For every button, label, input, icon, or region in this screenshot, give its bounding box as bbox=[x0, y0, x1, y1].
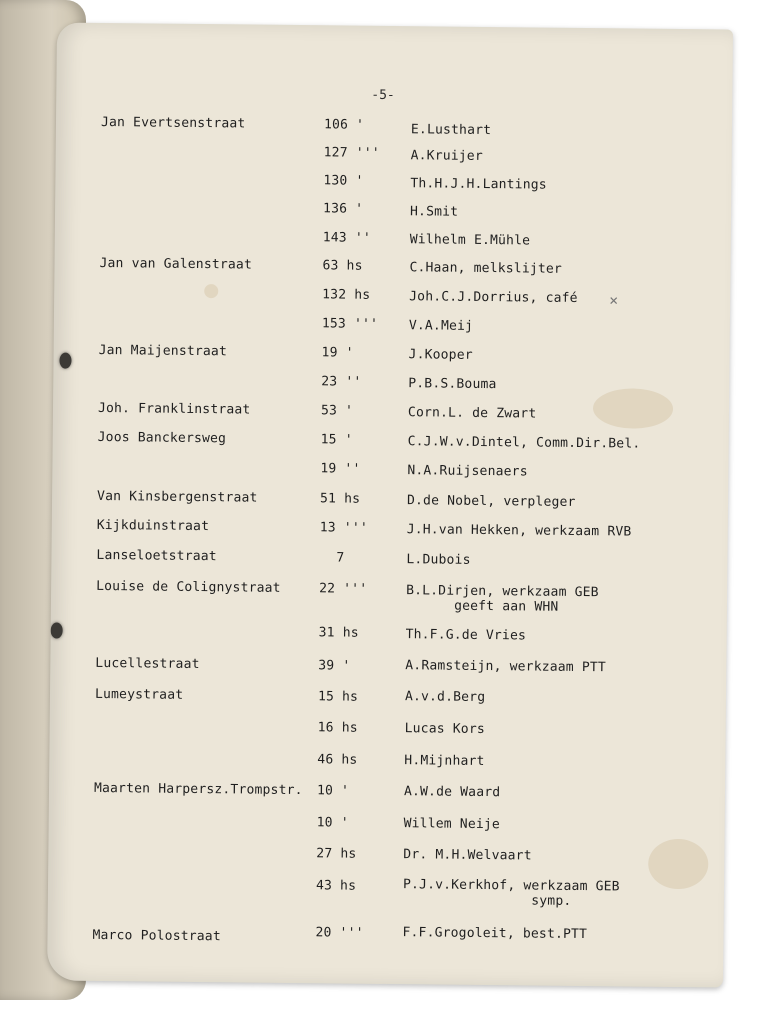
house-number: 39 ' bbox=[318, 658, 351, 674]
house-number: 132 hs bbox=[322, 287, 371, 303]
street-name: Lumeystraat bbox=[94, 686, 184, 703]
resident-name: H.Mijnhart bbox=[404, 753, 485, 770]
resident-name: Th.F.G.de Vries bbox=[405, 627, 527, 644]
resident-name: Willem Neije bbox=[403, 816, 501, 833]
street-name: Jan van Galenstraat bbox=[99, 255, 253, 273]
house-number: 46 hs bbox=[317, 752, 358, 768]
resident-name: P.B.S.Bouma bbox=[408, 376, 497, 393]
street-name: Jan Maijenstraat bbox=[98, 342, 228, 360]
house-number: 27 hs bbox=[316, 846, 357, 862]
resident-name: L.Dubois bbox=[406, 552, 471, 568]
resident-name: Lucas Kors bbox=[404, 721, 486, 738]
house-number: 10 ' bbox=[316, 815, 349, 831]
street-name: Joh. Franklinstraat bbox=[97, 400, 251, 418]
resident-name: Th.H.J.H.Lantings bbox=[410, 176, 547, 193]
house-number: 143 '' bbox=[322, 230, 372, 246]
resident-name: A.Ramsteijn, werkzaam PTT bbox=[405, 658, 607, 676]
street-name: Louise de Colignystraat bbox=[96, 578, 281, 596]
binding-hole bbox=[59, 353, 71, 369]
street-name: Joos Banckersweg bbox=[97, 429, 227, 447]
resident-name: A.W.de Waard bbox=[403, 784, 501, 801]
resident-name: F.F.Grogoleit, best.PTT bbox=[402, 925, 588, 943]
house-number: 7 bbox=[336, 550, 345, 566]
house-number: 127 ''' bbox=[323, 145, 380, 161]
page-number: -5- bbox=[371, 87, 395, 104]
street-name: Van Kinsbergenstraat bbox=[96, 488, 258, 506]
street-name: Lanseloetstraat bbox=[96, 547, 217, 565]
house-number: 136 ' bbox=[323, 201, 364, 217]
resident-name: B.L.Dirjen, werkzaam GEB geeft aan WHN bbox=[405, 583, 599, 615]
resident-name: Dr. M.H.Welvaart bbox=[403, 847, 532, 864]
house-number: 153 ''' bbox=[321, 316, 379, 332]
resident-name: J.H.van Hekken, werkzaam RVB bbox=[406, 522, 632, 540]
house-number: 63 hs bbox=[322, 258, 363, 274]
resident-name: V.A.Meij bbox=[408, 318, 474, 334]
resident-name: C.Haan, melkslijter bbox=[409, 260, 563, 277]
house-number: 19 '' bbox=[320, 461, 361, 477]
house-number: 31 hs bbox=[318, 625, 359, 641]
house-number: 130 ' bbox=[323, 173, 364, 189]
stain bbox=[648, 839, 709, 890]
house-number: 10 ' bbox=[316, 783, 350, 799]
street-name: Marco Polostraat bbox=[92, 927, 221, 945]
resident-name: Wilhelm E.Mühle bbox=[409, 232, 531, 249]
house-number: 20 ''' bbox=[315, 925, 364, 941]
resident-name: Corn.L. de Zwart bbox=[407, 405, 537, 422]
house-number: 106 ' bbox=[323, 117, 365, 133]
house-number: 53 ' bbox=[320, 403, 354, 419]
house-number: 15 ' bbox=[320, 432, 353, 448]
stain bbox=[204, 284, 218, 298]
resident-name: C.J.W.v.Dintel, Comm.Dir.Bel. bbox=[407, 434, 641, 452]
resident-name: D.de Nobel, verpleger bbox=[406, 493, 576, 510]
street-name: Jan Evertsenstraat bbox=[100, 114, 246, 132]
resident-name: H.Smit bbox=[409, 204, 459, 220]
binding-hole bbox=[51, 622, 63, 638]
house-number: 16 hs bbox=[317, 720, 358, 736]
house-number: 22 ''' bbox=[319, 581, 368, 597]
document-page bbox=[47, 22, 733, 987]
stain bbox=[593, 388, 673, 429]
resident-name: N.A.Ruijsenaers bbox=[407, 463, 528, 480]
street-name: Lucellestraat bbox=[95, 655, 200, 673]
house-number: 15 hs bbox=[317, 689, 359, 705]
street-name: Maarten Harpersz.Trompstr. bbox=[93, 780, 303, 799]
resident-name: P.J.v.Kerkhof, werkzaam GEB symp. bbox=[402, 877, 620, 909]
house-number: 23 '' bbox=[321, 374, 362, 390]
house-number: 43 hs bbox=[315, 878, 357, 894]
house-number: 51 hs bbox=[319, 491, 361, 507]
resident-name: A.Kruijer bbox=[410, 148, 483, 164]
resident-name: Joh.C.J.Dorrius, café bbox=[409, 289, 578, 306]
street-name: Kijkduinstraat bbox=[96, 517, 210, 535]
house-number: 13 ''' bbox=[319, 520, 369, 536]
resident-name: A.v.d.Berg bbox=[404, 689, 486, 706]
resident-name: E.Lusthart bbox=[410, 122, 492, 139]
cross-mark: × bbox=[609, 291, 619, 310]
resident-name: J.Kooper bbox=[408, 347, 473, 363]
house-number: 19 ' bbox=[321, 345, 354, 361]
